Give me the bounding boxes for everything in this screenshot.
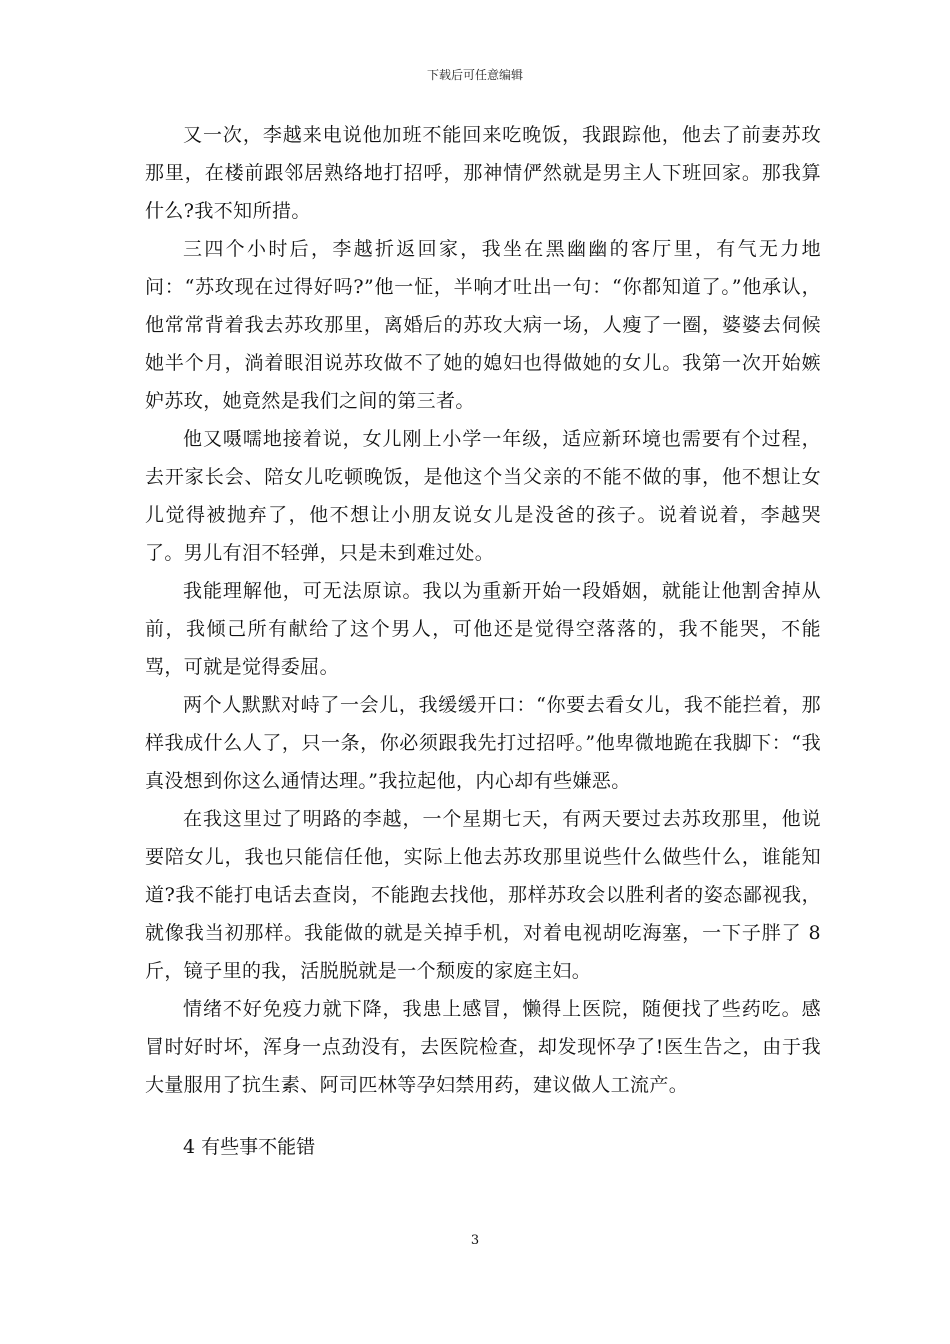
section-heading: 4 有些事不能错 <box>183 1136 316 1158</box>
paragraph: 三四个小时后，李越折返回家，我坐在黑幽幽的客厅里，有气无力地问：“苏玫现在过得好吗?”他一怔，半响才吐出一句：“你都知道了。”他承认，他常常背着我去苏玫那里，离婚后的苏玫大病一场，人瘦了一圈，婆婆去伺候她半个月，淌着眼泪说苏玫做不了她的媳妇也得做她的女儿。我第一次开始嫉妒苏玫，她竟然是我们之间的第三者。 <box>145 238 821 412</box>
page-number: 3 <box>470 1233 480 1248</box>
paragraph: 又一次，李越来电说他加班不能回来吃晚饭，我跟踪他，他去了前妻苏玫那里，在楼前跟邻居熟络地打招呼，那神情俨然就是男主人下班回家。那我算什么?我不知所措。 <box>145 124 821 222</box>
paragraph: 在我这里过了明路的李越，一个星期七天，有两天要过去苏玫那里，他说要陪女儿，我也只能信任他，实际上他去苏玫那里说些什么做些什么，谁能知道?我不能打电话去查岗，不能跑去找他，那样苏玫会以胜利者的姿态鄙视我，就像我当初那样。我能做的就是关掉手机，对着电视胡吃海塞，一下子胖了 8 斤，镜子里的我，活脱脱就是一个颓废的家庭主妇。 <box>145 808 821 982</box>
article-body <box>145 116 821 1104</box>
paragraph: 他又嗫嚅地接着说，女儿刚上小学一年级，适应新环境也需要有个过程，去开家长会、陪女儿吃顿晚饭，是他这个当父亲的不能不做的事，他不想让女儿觉得被抛弃了，他不想让小朋友说女儿是没爸的孩子。说着说着，李越哭了。男儿有泪不轻弹，只是未到难过处。 <box>145 428 821 564</box>
page-header-note: 下载后可任意编辑 <box>426 68 523 82</box>
paragraph: 我能理解他，可无法原谅。我以为重新开始一段婚姻，就能让他割舍掉从前，我倾己所有献给了这个男人，可他还是觉得空落落的，我不能哭，不能骂，可就是觉得委屈。 <box>145 580 821 678</box>
paragraph: 两个人默默对峙了一会儿，我缓缓开口：“你要去看女儿，我不能拦着，那样我成什么人了，只一条，你必须跟我先打过招呼。”他卑微地跪在我脚下：“我真没想到你这么通情达理。”我拉起他，内心却有些嫌恶。 <box>145 694 821 792</box>
paragraph: 情绪不好免疫力就下降，我患上感冒，懒得上医院，随便找了些药吃。感冒时好时坏，浑身一点劲没有，去医院检查，却发现怀孕了!医生告之，由于我大量服用了抗生素、阿司匹林等孕妇禁用药，建议做人工流产。 <box>145 998 821 1096</box>
